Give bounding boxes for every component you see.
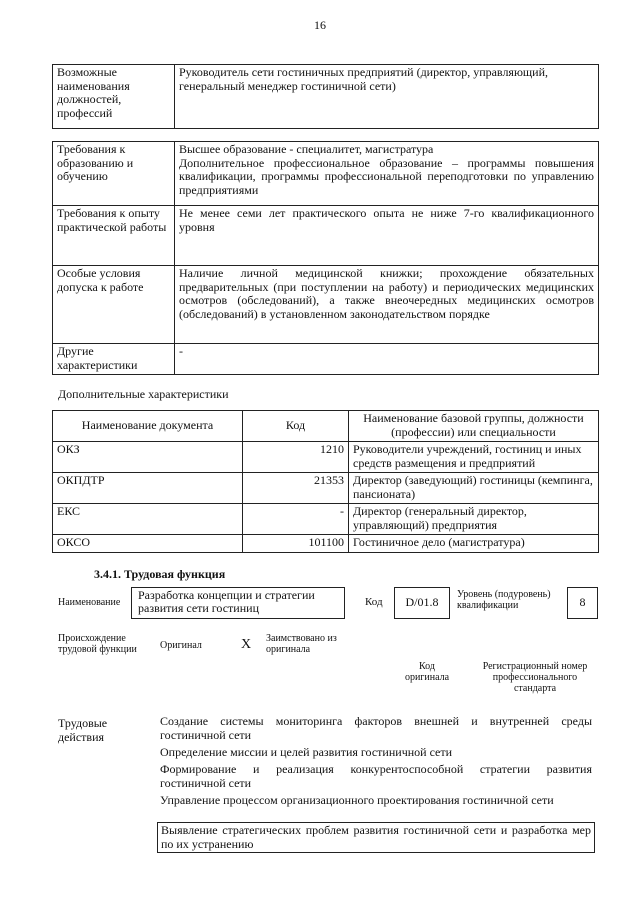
function-title: 3.4.1. Трудовая функция (94, 567, 226, 581)
labor-action-item: Выявление стратегических проблем развития гостиничной сети и разработка мер по их устранению (157, 822, 595, 853)
original-label: Оригинал (160, 640, 202, 651)
row-doc: ОКСО (53, 535, 243, 553)
origin-code-label: Код оригинала (404, 661, 450, 683)
positions-label: Возможные наименования должностей, профессий (53, 65, 175, 129)
function-level: 8 (567, 587, 598, 619)
requirements-table (52, 141, 599, 375)
requirement-line: - (175, 344, 599, 375)
page-number: 16 (314, 18, 326, 32)
origin-label: Происхождение трудовой функции (58, 633, 137, 655)
positions-table (52, 64, 599, 129)
table-row (53, 442, 599, 473)
additional-table (52, 410, 599, 553)
row-doc: ОКПДТР (53, 473, 243, 504)
additional-title: Дополнительные характеристики (58, 387, 229, 401)
row-code: 1210 (243, 442, 349, 473)
original-mark: X (241, 637, 252, 652)
requirement-line: Не менее семи лет практического опыта не ниже 7-го квалификационного уровня (175, 206, 599, 266)
requirement-label: Особые условия допуска к работе (53, 266, 175, 344)
name-label: Наименование (58, 597, 121, 608)
labor-actions-label: Трудовые действия (58, 716, 108, 744)
labor-action-item: Определение миссии и целей развития гостиничной сети (160, 745, 453, 759)
borrowed-label: Заимствовано из оригинала (266, 633, 337, 655)
row-name: Гостиничное дело (магистратура) (349, 535, 599, 553)
row-code: 101100 (243, 535, 349, 553)
row-code: 21353 (243, 473, 349, 504)
function-name: Разработка концепции и стратегии развития сети гостиниц (131, 587, 345, 619)
row-name: Руководители учреждений, гостиниц и иных средств размещения и предприятий (349, 442, 599, 473)
reg-number-label: Регистрационный номер профессионального стандарта (482, 661, 588, 694)
requirement-label: Требования к образованию и обучению (53, 142, 175, 206)
positions-value: Руководитель сети гостиничных предприятий (директор, управляющий, генеральный менеджер гостиничной сети) (175, 65, 599, 129)
row-code: - (243, 504, 349, 535)
header-doc: Наименование документа (53, 411, 243, 442)
code-label: Код (365, 596, 383, 608)
function-code: D/01.8 (394, 587, 450, 619)
table-row (53, 535, 599, 553)
level-label: Уровень (подуровень) квалификации (457, 589, 551, 611)
header-code: Код (243, 411, 349, 442)
labor-action-item: Формирование и реализация конкурентоспособной стратегии развития гостиничной сети (160, 762, 592, 790)
requirement-line: Высшее образование - специалитет, магистратура (179, 142, 434, 156)
header-name: Наименование базовой группы, должности (профессии) или специальности (349, 411, 599, 442)
labor-action-item: Управление процессом организационного проектирования гостиничной сети (160, 793, 554, 807)
row-name: Директор (заведующий) гостиницы (кемпинга, пансионата) (349, 473, 599, 504)
row-doc: ЕКС (53, 504, 243, 535)
requirement-line: Дополнительное профессиональное образование – программы повышения квалификации, программы профессиональной переподготовки по управлению предприятиями (179, 155, 594, 197)
requirement-line: Наличие личной медицинской книжки; прохождение обязательных предварительных (при поступлении на работу) и периодических медицинских осмотров (обследований), а также внеочередных медицинских осмотров (обследований) в установленном законодательством порядке (175, 266, 599, 344)
requirement-label: Требования к опыту практической работы (53, 206, 175, 266)
row-doc: ОКЗ (53, 442, 243, 473)
row-name: Директор (генеральный директор, управляющий) предприятия (349, 504, 599, 535)
labor-action-item: Создание системы мониторинга факторов внешней и внутренней среды гостиничной сети (160, 714, 592, 742)
table-row (53, 473, 599, 504)
table-row (53, 504, 599, 535)
requirement-label: Другие характеристики (53, 344, 175, 375)
